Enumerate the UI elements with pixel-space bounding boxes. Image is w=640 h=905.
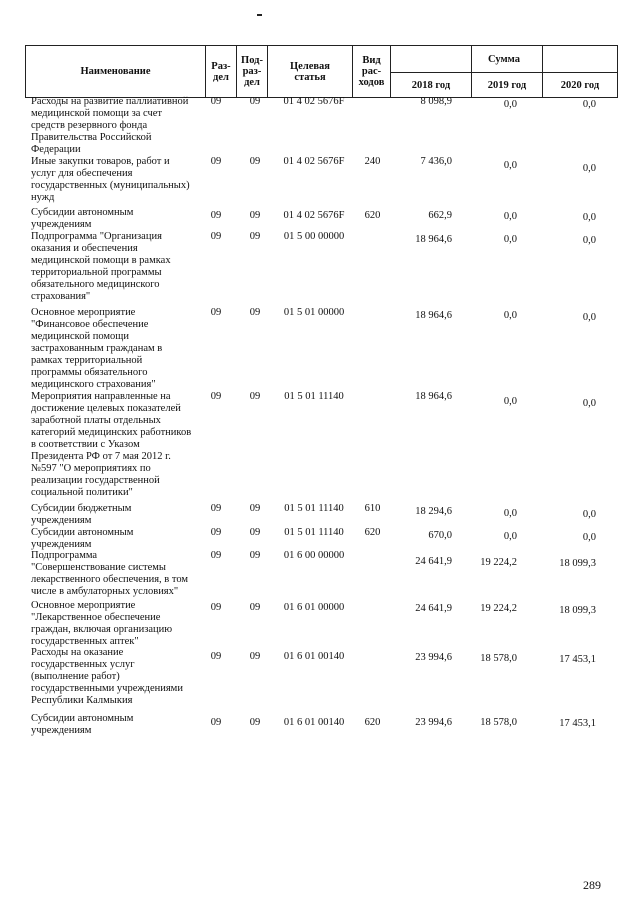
row-podrazdel: 09 — [249, 391, 261, 402]
row-amount-2020: 0,0 — [582, 312, 596, 323]
header-year-2019: 2019 год — [487, 79, 527, 91]
row-razdel: 09 — [210, 210, 222, 221]
row-razdel: 09 — [210, 550, 222, 561]
row-podrazdel: 09 — [249, 651, 261, 662]
row-target-article: 01 5 01 11140 — [284, 391, 344, 402]
row-name: Субсидии бюджетным учреждениям — [31, 503, 132, 526]
header-podrazdel: Под- раз- дел — [241, 55, 263, 88]
row-podrazdel: 09 — [249, 96, 261, 107]
row-razdel: 09 — [210, 391, 222, 402]
row-podrazdel: 09 — [249, 527, 261, 538]
row-target-article: 01 4 02 5676F — [283, 156, 345, 167]
row-amount-2019: 0,0 — [503, 160, 517, 171]
row-podrazdel: 09 — [249, 307, 261, 318]
row-amount-2018: 18 964,6 — [415, 391, 452, 402]
row-target-article: 01 4 02 5676F — [283, 210, 345, 221]
row-expense-type: 620 — [364, 210, 381, 221]
row-amount-2019: 0,0 — [503, 310, 517, 321]
row-amount-2019: 0,0 — [503, 211, 517, 222]
row-target-article: 01 5 01 11140 — [284, 527, 344, 538]
header-target-article: Целевая статья — [290, 60, 330, 83]
row-expense-type: 240 — [364, 156, 381, 167]
row-amount-2018: 18 964,6 — [415, 310, 452, 321]
row-amount-2020: 0,0 — [582, 509, 596, 520]
row-amount-2019: 0,0 — [503, 396, 517, 407]
row-name: Расходы на оказание государственных услуг (выполнение работ) государственными учреждениями Республики Калмыкия — [31, 647, 183, 706]
header-sum: Сумма — [488, 53, 520, 65]
row-razdel: 09 — [210, 96, 222, 107]
row-razdel: 09 — [210, 503, 222, 514]
row-razdel: 09 — [210, 231, 222, 242]
row-target-article: 01 5 00 00000 — [283, 231, 345, 242]
row-amount-2018: 8 098,9 — [420, 96, 452, 107]
row-expense-type: 610 — [364, 503, 381, 514]
header-year-2018: 2018 год — [411, 79, 451, 91]
row-razdel: 09 — [210, 717, 222, 728]
row-target-article: 01 6 01 00140 — [283, 717, 345, 728]
header-razdel: Раз- дел — [211, 60, 231, 83]
row-amount-2020: 18 099,3 — [559, 605, 596, 616]
row-amount-2018: 23 994,6 — [415, 717, 452, 728]
row-amount-2019: 0,0 — [503, 508, 517, 519]
row-amount-2020: 0,0 — [582, 212, 596, 223]
row-amount-2018: 18 964,6 — [415, 234, 452, 245]
row-amount-2019: 0,0 — [503, 99, 517, 110]
row-podrazdel: 09 — [249, 156, 261, 167]
row-amount-2018: 24 641,9 — [415, 556, 452, 567]
row-name: Субсидии автономным учреждениям — [31, 207, 134, 230]
row-amount-2018: 24 641,9 — [415, 603, 452, 614]
page-number: 289 — [583, 878, 601, 892]
header-name: Наименование — [80, 66, 151, 77]
row-razdel: 09 — [210, 651, 222, 662]
row-amount-2019: 18 578,0 — [480, 653, 517, 664]
row-target-article: 01 5 01 00000 — [283, 307, 345, 318]
row-amount-2018: 7 436,0 — [420, 156, 452, 167]
row-amount-2018: 662,9 — [428, 210, 452, 221]
row-amount-2019: 0,0 — [503, 234, 517, 245]
row-amount-2019: 19 224,2 — [480, 557, 517, 568]
row-name: Основное мероприятие "Финансовое обеспечение медицинской помощи застрахованным гражданам в рамках территориальной программы обязательного медицинского страхования" — [31, 307, 163, 390]
row-razdel: 09 — [210, 602, 222, 613]
row-amount-2020: 0,0 — [582, 163, 596, 174]
row-podrazdel: 09 — [249, 550, 261, 561]
row-podrazdel: 09 — [249, 503, 261, 514]
row-razdel: 09 — [210, 156, 222, 167]
row-name: Мероприятия направленные на достижение целевых показателей заработной платы отдельных категорий медицинских работников в соответствии с Указом Президента РФ от 7 мая 2012 г. №597 "О мероприятиях по реализации государственной социальной политики" — [31, 391, 192, 498]
table-header — [25, 45, 618, 98]
row-target-article: 01 6 01 00140 — [283, 651, 345, 662]
row-amount-2020: 17 453,1 — [559, 718, 596, 729]
row-name: Расходы на развитие паллиативной медицинской помощи за счет средств резервного фонда Правительства Российской Федерации — [31, 96, 189, 155]
row-amount-2018: 23 994,6 — [415, 652, 452, 663]
row-amount-2019: 0,0 — [503, 531, 517, 542]
row-target-article: 01 6 01 00000 — [283, 602, 345, 613]
row-name: Субсидии автономным учреждениям — [31, 713, 134, 736]
row-amount-2019: 18 578,0 — [480, 717, 517, 728]
row-amount-2018: 670,0 — [428, 530, 452, 541]
row-target-article: 01 5 01 11140 — [284, 503, 344, 514]
row-razdel: 09 — [210, 527, 222, 538]
row-target-article: 01 4 02 5676F — [283, 96, 345, 107]
row-podrazdel: 09 — [249, 602, 261, 613]
row-target-article: 01 6 00 00000 — [283, 550, 345, 561]
row-name: Подпрограмма "Совершенствование системы лекарственного обеспечения, в том числе в амбулаторных условиях" — [31, 550, 189, 597]
row-podrazdel: 09 — [249, 210, 261, 221]
row-name: Иные закупки товаров, работ и услуг для обеспечения государственных (муниципальных) нужд — [31, 156, 190, 203]
row-amount-2020: 0,0 — [582, 99, 596, 110]
row-amount-2018: 18 294,6 — [415, 506, 452, 517]
row-expense-type: 620 — [364, 527, 381, 538]
top-dash-mark — [257, 14, 262, 16]
row-razdel: 09 — [210, 307, 222, 318]
row-amount-2020: 18 099,3 — [559, 558, 596, 569]
row-podrazdel: 09 — [249, 231, 261, 242]
row-name: Подпрограмма "Организация оказания и обеспечения медицинской помощи в рамках территориальной программы обязательного медицинского страхования" — [31, 231, 171, 302]
header-year-2020: 2020 год — [560, 79, 600, 91]
row-podrazdel: 09 — [249, 717, 261, 728]
row-amount-2020: 0,0 — [582, 235, 596, 246]
row-name: Основное мероприятие "Лекарственное обеспечение граждан, включая организацию государственных аптек" — [31, 600, 173, 647]
row-name: Субсидии автономным учреждениям — [31, 527, 134, 550]
row-amount-2020: 17 453,1 — [559, 654, 596, 665]
row-expense-type: 620 — [364, 717, 381, 728]
row-amount-2020: 0,0 — [582, 532, 596, 543]
row-amount-2020: 0,0 — [582, 398, 596, 409]
header-expense-type: Вид рас- ходов — [358, 55, 385, 88]
row-amount-2019: 19 224,2 — [480, 603, 517, 614]
